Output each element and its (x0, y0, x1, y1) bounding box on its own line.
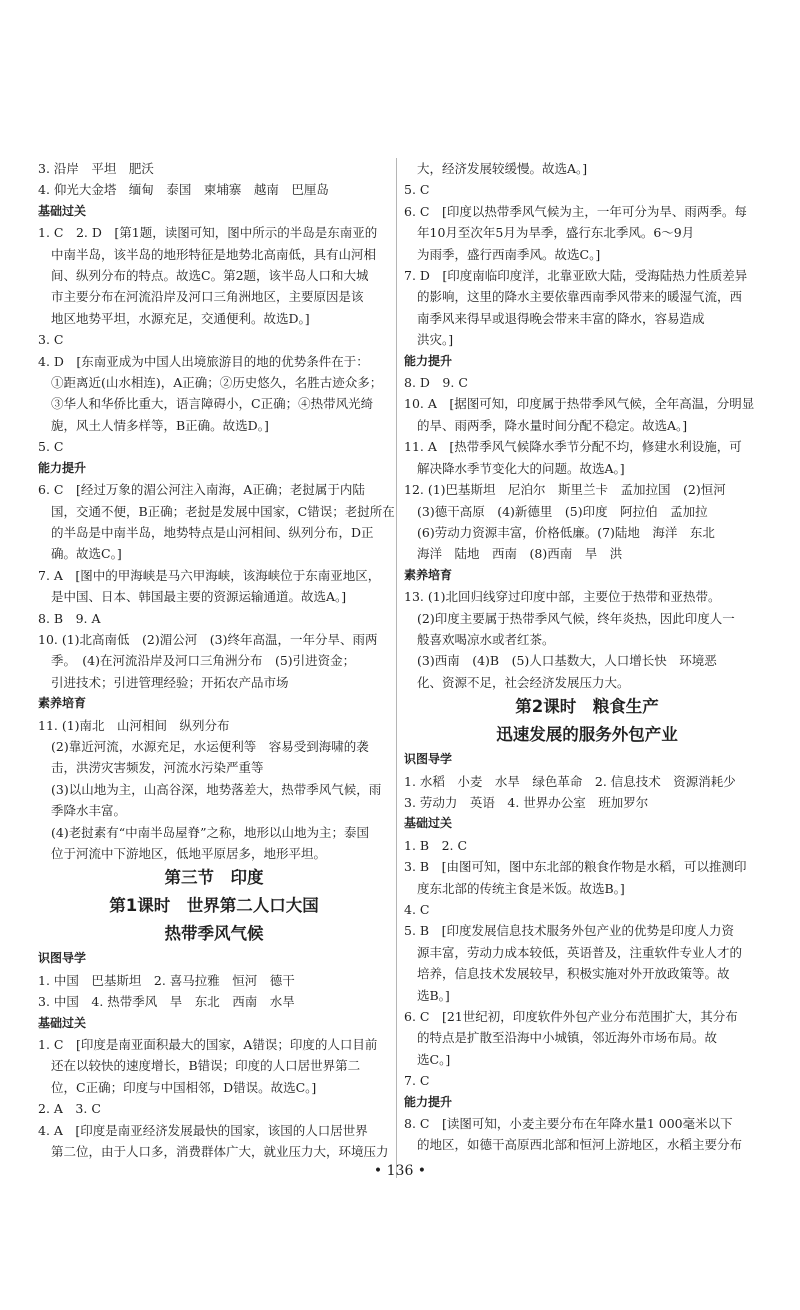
answer-line: 源丰富，劳动力成本较低，英语普及，注重软件专业人才的 (417, 944, 743, 960)
section-label: 能力提升 (404, 353, 453, 368)
section-label: 识图导学 (38, 951, 87, 966)
answer-line: 4. 仰光大金塔 缅甸 泰国 柬埔寨 越南 巴厘岛 (38, 182, 329, 198)
section-label: 素养培育 (38, 696, 87, 711)
section-title: 第三节 印度 (164, 868, 264, 888)
answer-line: 般喜欢喝凉水或者红茶。 (417, 631, 555, 647)
answer-line: 4. C (404, 902, 430, 917)
answer-line: 3. B [由图可知，图中东北部的粮食作物是水稻，可以推测印 (404, 859, 747, 875)
answer-line: 季降水丰富。 (51, 803, 127, 819)
answer-line: 度东北部的传统主食是米饭。故选B。] (417, 880, 625, 896)
answer-line: 还在以较快的速度增长，B错误；印度的人口居世界第二 (51, 1058, 361, 1074)
answer-line: 1. C 2. D [第1题，读图可知，图中所示的半岛是东南亚的 (38, 225, 378, 241)
section-label: 基础过关 (38, 203, 87, 218)
answer-line: (4)老挝素有“中南半岛屋脊”之称，地形以山地为主；泰国 (51, 824, 369, 840)
answer-line: ③华人和华侨比重大，语言障碍小，C正确；④热带风光绮 (51, 396, 374, 412)
answer-line: 的地区，如德干高原西北部和恒河上游地区，水稻主要分布 (417, 1137, 743, 1153)
answer-line: 5. C (404, 182, 430, 198)
answer-line: 3. 劳动力 英语 4. 世界办公室 班加罗尔 (404, 794, 649, 810)
section-title: 第1课时 世界第二人口大国 (109, 896, 319, 916)
answer-line: 5. C (38, 439, 64, 455)
answer-line: 引进技术；引进管理经验；开拓农产品市场 (51, 674, 289, 690)
left-column (38, 158, 395, 1162)
answer-line: 选B。] (417, 987, 450, 1003)
answer-line: 6. C [印度以热带季风气候为主，一年可分为旱、雨两季。每 (404, 203, 747, 219)
answer-line: 8. D 9. C (404, 375, 468, 391)
answer-line: 解决降水季节变化大的问题。故选A。] (417, 460, 625, 476)
answer-line: 化、资源不足，社会经济发展压力大。 (417, 674, 630, 690)
answer-line: 的影响，这里的降水主要依靠西南季风带来的暖湿气流，西 (417, 289, 743, 305)
answer-line: 位于河流中下游地区，低地平原居多，地形平坦。 (51, 846, 327, 861)
watermark (420, 1210, 790, 1302)
answer-line: 旎，风土人情多样等，B正确。故选D。] (51, 417, 269, 433)
answer-line: 6. C [21世纪初，印度软件外包产业分布范围扩大，其分布 (404, 1009, 738, 1025)
answer-line: 是中国、日本、韩国最主要的资源运输通道。故选A。] (51, 589, 347, 605)
answer-line: 为雨季，盛行西南季风。故选C。] (417, 246, 601, 262)
answer-line: 地区地势平坦，水源充足，交通便利。故选D。] (51, 310, 310, 326)
answer-line: 的旱、雨两季，降水量时间分配不稳定。故选A。] (417, 417, 688, 433)
answer-line: 3. C (38, 332, 64, 348)
answer-line: 大，经济发展较缓慢。故选A。] (417, 161, 588, 176)
column-divider (396, 158, 397, 1178)
answer-line: 13. (1)北回归线穿过印度中部，主要位于热带和亚热带。 (404, 589, 721, 605)
answer-line: 11. (1)南北 山河相间 纵列分布 (38, 717, 230, 733)
answer-line: 2. A 3. C (38, 1101, 101, 1117)
answer-line: 8. C [读图可知，小麦主要分布在年降水量1 000毫米以下 (404, 1116, 733, 1132)
answer-line: 选C。] (417, 1051, 451, 1067)
answer-line: 4. A [印度是南亚经济发展最快的国家，该国的人口居世界 (38, 1122, 368, 1138)
answer-line: 3. 中国 4. 热带季风 旱 东北 西南 水旱 (38, 994, 295, 1010)
answer-line: 1. B 2. C (404, 837, 468, 853)
answer-line: 1. 中国 巴基斯坦 2. 喜马拉雅 恒河 德干 (38, 972, 295, 988)
section-title: 迅速发展的服务外包产业 (496, 725, 678, 745)
answer-line: 第二位，由于人口多，消费群体广大，就业压力大，环境压力 (51, 1144, 389, 1160)
answer-line: 击，洪涝灾害频发，河流水污染严重等 (51, 760, 264, 776)
answer-line: 4. D [东南亚成为中国人出境旅游目的地的优势条件在于： (38, 353, 369, 369)
right-column (404, 158, 770, 1156)
answer-line: 南季风来得早或退得晚会带来丰富的降水，容易造成 (417, 310, 705, 326)
answer-line: (6)劳动力资源丰富，价格低廉。(7)陆地 海洋 东北 (417, 524, 715, 540)
answer-line: 1. C [印度是南亚面积最大的国家，A错误；印度的人口目前 (38, 1037, 378, 1053)
answer-line: 10. (1)北高南低 (2)湄公河 (3)终年高温，一年分旱、雨两 (38, 631, 378, 647)
answer-line: 6. C [经过万象的湄公河注入南海，A正确；老挝属于内陆 (38, 482, 365, 498)
answer-line: 7. D [印度南临印度洋，北靠亚欧大陆，受海陆热力性质差异 (404, 268, 748, 284)
section-title: 第2课时 粮食生产 (515, 697, 659, 717)
answer-line: 年10月至次年5月为旱季，盛行东北季风。6～9月 (417, 225, 695, 241)
answer-line: 中南半岛，该半岛的地形特征是地势北高南低，具有山河相 (51, 246, 377, 262)
answer-line: 国，交通不便，B正确；老挝是发展中国家，C错误；老挝所在 (51, 503, 395, 519)
section-label: 识图导学 (404, 752, 453, 767)
answer-line: (3)以山地为主，山高谷深，地势落差大，热带季风气候，雨 (51, 781, 382, 797)
answer-line: 10. A [据图可知，印度属于热带季风气候，全年高温，分明显 (404, 396, 755, 412)
answer-line: (3)德干高原 (4)新德里 (5)印度 阿拉伯 孟加拉 (417, 503, 708, 519)
answer-line: 的半岛是中南半岛，地势特点是山河相间、纵列分布，D正 (51, 524, 374, 540)
section-label: 能力提升 (38, 460, 87, 475)
answer-line: 3. 沿岸 平坦 肥沃 (38, 161, 154, 176)
answer-line: 位，C正确；印度与中国相邻，D错误。故选C。] (51, 1079, 317, 1095)
answer-line: (3)西南 (4)B (5)人口基数大，人口增长快 环境恶 (417, 653, 717, 669)
answer-line: 海洋 陆地 西南 (8)西南 旱 洪 (417, 546, 623, 562)
answer-line: 市主要分布在河流沿岸及河口三角洲地区，主要原因是该 (51, 289, 364, 305)
answer-line: ①距离近(山水相连)，A正确；②历史悠久，名胜古迹众多； (51, 375, 383, 391)
answer-line: (2)靠近河流，水源充足，水运便利等 容易受到海啸的袭 (51, 738, 369, 754)
section-label: 素养培育 (404, 567, 453, 582)
answer-line: 确。故选C。] (51, 546, 122, 562)
answer-line: 7. C (404, 1073, 430, 1089)
answer-line: 8. B 9. A (38, 610, 101, 626)
answer-line: 洪灾。] (417, 332, 454, 348)
answer-line: 1. 水稻 小麦 水旱 绿色革命 2. 信息技术 资源消耗少 (404, 773, 736, 789)
answer-line: 季。 (4)在河流沿岸及河口三角洲分布 (5)引进资金； (51, 653, 356, 669)
answer-line: 培养，信息技术发展较早，积极实施对外开放政策等。故 (417, 966, 730, 982)
answer-line: 的特点是扩散至沿海中小城镇，邻近海外市场布局。故 (417, 1030, 718, 1046)
answer-line: (2)印度主要属于热带季风气候，终年炎热，因此印度人一 (417, 610, 735, 626)
page-number: • 136 • (373, 1163, 427, 1179)
section-label: 基础过关 (404, 816, 453, 831)
answer-line: 5. B [印度发展信息技术服务外包产业的优势是印度人力资 (404, 923, 734, 939)
answer-line: 11. A [热带季风气候降水季节分配不均，修建水利设施，可 (404, 439, 742, 455)
section-label: 基础过关 (38, 1015, 87, 1030)
answer-line: 间、纵列分布的特点。故选C。第2题，该半岛人口和大城 (51, 268, 369, 284)
answer-line: 7. A [图中的甲海峡是马六甲海峡，该海峡位于东南亚地区， (38, 567, 381, 583)
section-title: 热带季风气候 (164, 924, 264, 944)
answer-line: 12. (1)巴基斯坦 尼泊尔 斯里兰卡 孟加拉国 (2)恒河 (404, 482, 726, 498)
section-label: 能力提升 (404, 1094, 453, 1109)
